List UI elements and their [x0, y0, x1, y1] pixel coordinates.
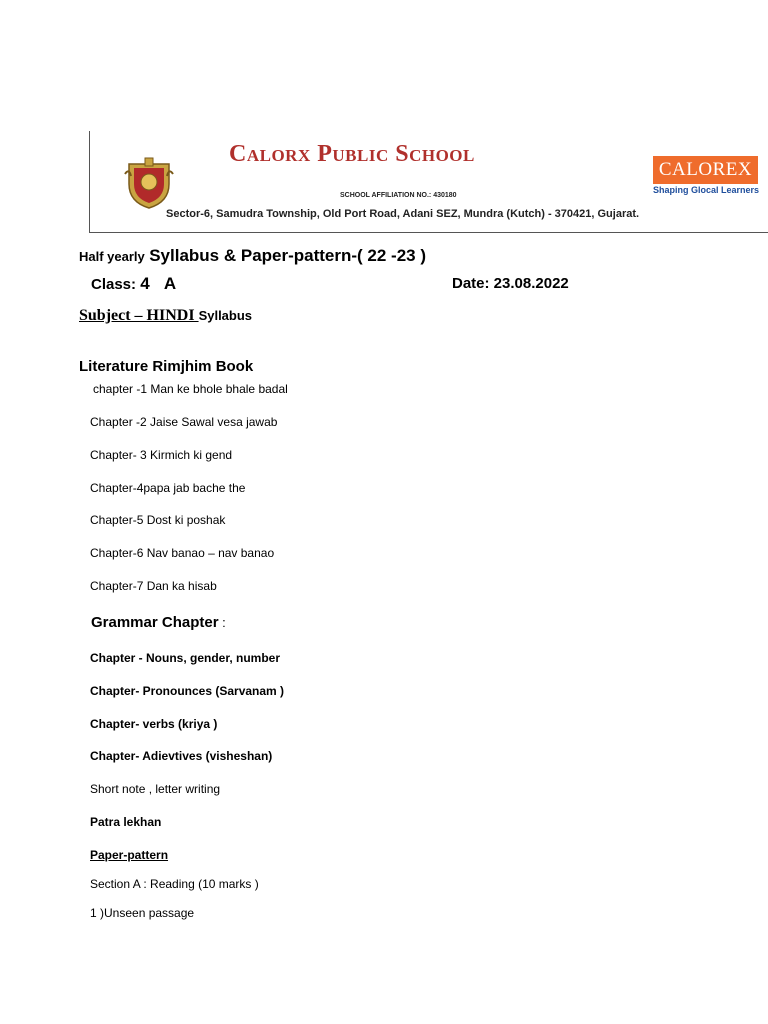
literature-chapter: Chapter -2 Jaise Sawal vesa jawab [90, 415, 278, 429]
literature-chapter: Chapter- 3 Kirmich ki gend [90, 448, 233, 462]
subject-suffix: Syllabus [198, 308, 253, 323]
class-label: Class: [91, 276, 137, 293]
grammar-chapter: Chapter- verbs (kriya ) [90, 717, 218, 731]
class-section: A [163, 274, 177, 293]
header-left-border [89, 131, 90, 233]
paper-pattern-heading: Paper-pattern [90, 848, 169, 862]
literature-chapter: Chapter-6 Nav banao – nav banao [90, 546, 275, 560]
section-a-line: Section A : Reading (10 marks ) [90, 877, 259, 891]
grammar-chapter: Chapter - Nouns, gender, number [90, 651, 281, 665]
date: Date: 23.08.2022 [452, 275, 569, 292]
affiliation-number: SCHOOL AFFILIATION NO.: 430180 [340, 192, 457, 199]
school-name: Calorx Public School [229, 141, 475, 167]
class-info [91, 274, 176, 294]
subject-line [79, 307, 252, 325]
title-prefix: Half yearly [79, 249, 145, 264]
grammar-heading-text: Grammar Chapter [91, 614, 219, 631]
literature-chapter: Chapter-5 Dost ki poshak [90, 513, 226, 527]
title-main: Syllabus & Paper-pattern-( 22 -23 ) [149, 246, 427, 265]
grammar-heading [91, 614, 226, 632]
grammar-heading-colon: : [218, 615, 226, 630]
unseen-passage-line: 1 )Unseen passage [90, 906, 195, 920]
grammar-chapter: Chapter- Adievtives (visheshan) [90, 749, 273, 763]
school-address: Sector-6, Samudra Township, Old Port Road, Adani SEZ, Mundra (Kutch) - 370421, Gujarat. [166, 208, 640, 220]
brand-logo: CALOREX [653, 156, 758, 184]
literature-chapter: Chapter-4papa jab bache the [90, 481, 246, 495]
literature-chapter: Chapter-7 Dan ka hisab [90, 579, 217, 593]
header-bottom-border [89, 232, 768, 233]
school-crest-icon [121, 154, 177, 210]
page-title [79, 246, 426, 266]
subject-label: Subject – HINDI [79, 307, 199, 324]
brand-tagline: Shaping Glocal Learners [653, 185, 760, 195]
grammar-chapter: Chapter- Pronounces (Sarvanam ) [90, 684, 285, 698]
literature-chapter: chapter -1 Man ke bhole bhale badal [93, 382, 288, 396]
class-value: 4 [140, 274, 150, 293]
literature-heading: Literature Rimjhim Book [79, 358, 254, 375]
patra-lekhan: Patra lekhan [90, 815, 162, 829]
short-note-line: Short note , letter writing [90, 782, 221, 796]
